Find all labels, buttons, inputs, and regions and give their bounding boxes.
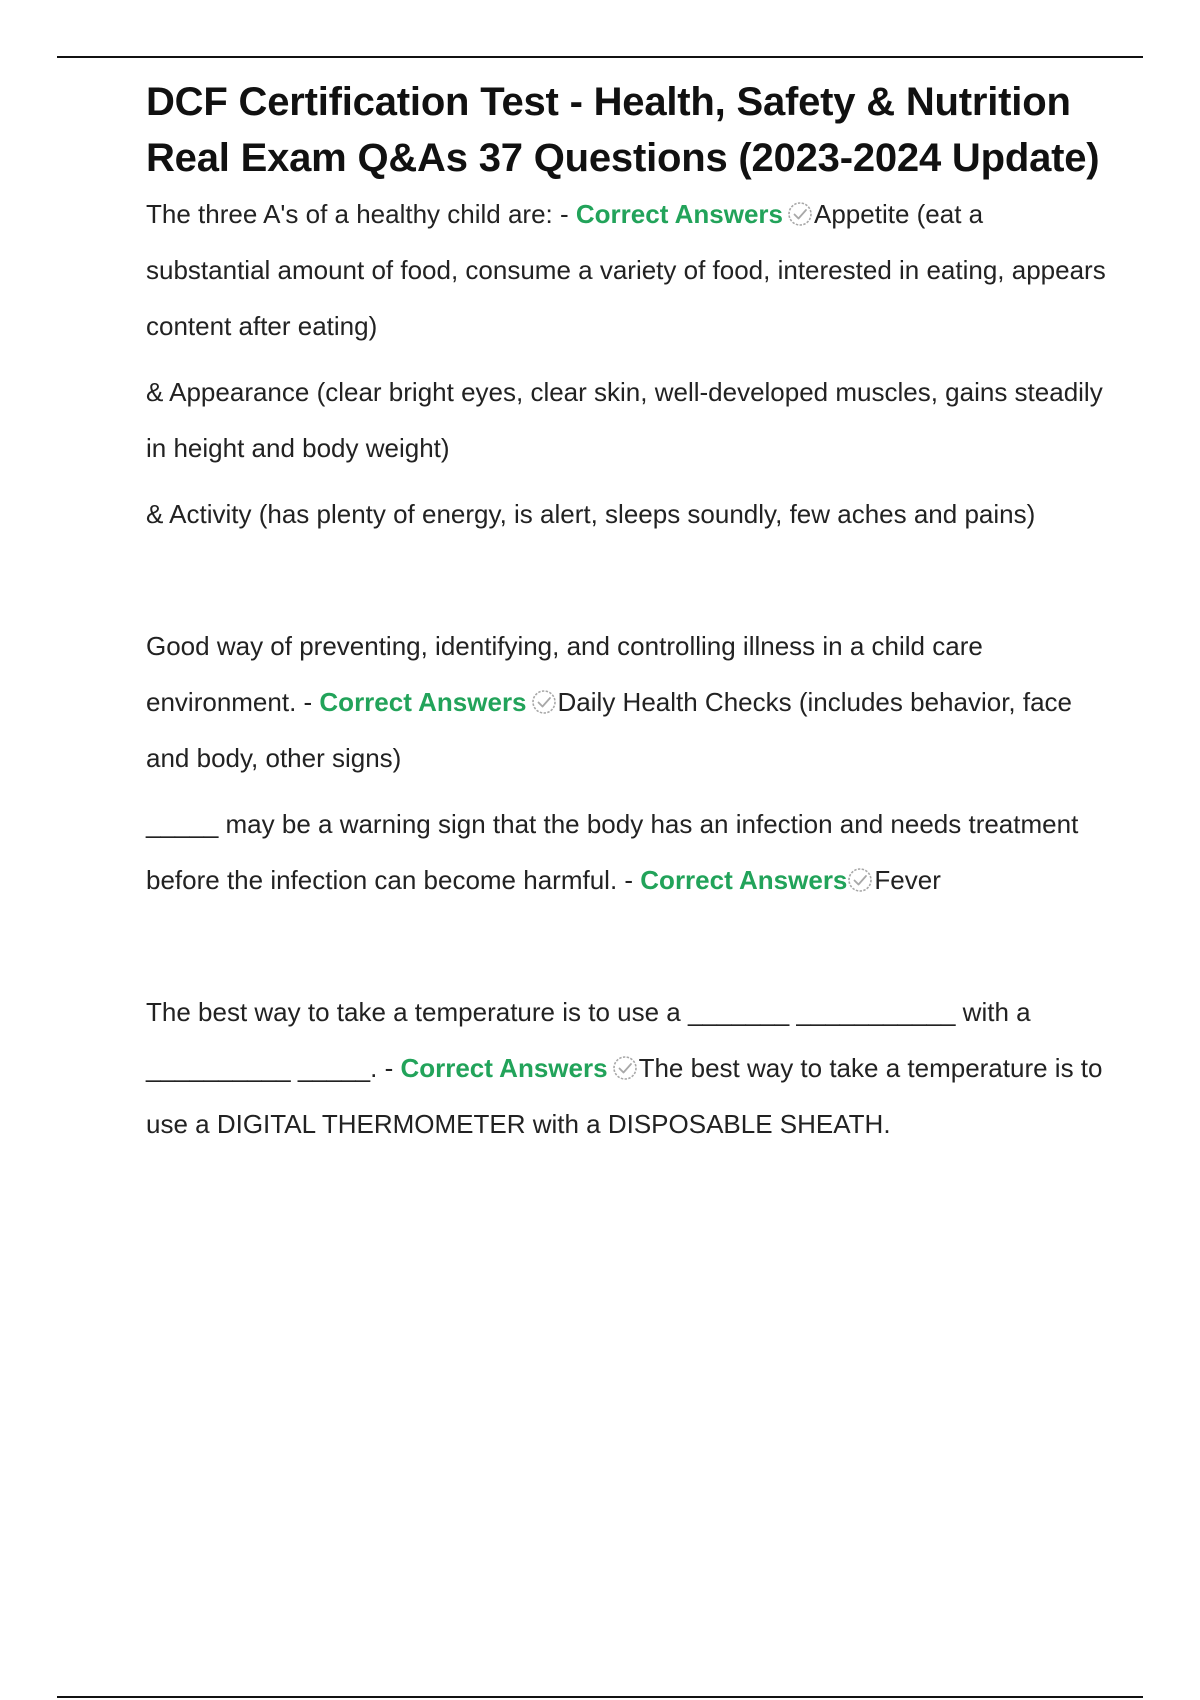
- question-4-answer: The best way to take a temperature is to use a DIGITAL THERMOMETER with a DISPOSABLE SHEATH.: [146, 1053, 1103, 1139]
- circle-check-icon: [847, 867, 873, 893]
- bottom-rule: [57, 1696, 1143, 1698]
- title-line-2: Real Exam Q&As 37 Questions (2023-2024 Update): [146, 136, 1100, 180]
- top-rule: [57, 56, 1143, 58]
- question-1-text: The three A's of a healthy child are: -: [146, 199, 576, 229]
- question-2-text: Good way of preventing, identifying, and controlling illness in a child care environment. -: [146, 631, 983, 717]
- question-2: [146, 618, 1106, 786]
- circle-check-icon: [787, 201, 813, 227]
- question-3: [146, 796, 1106, 908]
- question-3-answer: Fever: [874, 865, 941, 895]
- document-title: [146, 74, 1106, 186]
- question-1-answer-activity: & Activity (has plenty of energy, is alert, sleeps soundly, few aches and pains): [146, 499, 1036, 529]
- circle-check-icon: [531, 689, 557, 715]
- question-1-answer-appetite: Appetite (eat a substantial amount of food, consume a variety of food, interested in eating, appears content after eating): [146, 199, 1106, 341]
- title-line-1: DCF Certification Test - Health, Safety & Nutrition: [146, 80, 1071, 124]
- question-4: [146, 984, 1106, 1152]
- question-3-text: _____ may be a warning sign that the body has an infection and needs treatment before the infection can become harmful. -: [146, 809, 1079, 895]
- question-4-text: The best way to take a temperature is to use a _______ ___________ with a __________ _____. -: [146, 997, 1031, 1083]
- correct-answers-label: Correct Answers: [640, 865, 848, 895]
- question-1: [146, 186, 1106, 354]
- correct-answers-label: Correct Answers: [575, 199, 783, 229]
- question-1-answer-appearance: & Appearance (clear bright eyes, clear skin, well-developed muscles, gains steadily in height and body weight): [146, 377, 1103, 463]
- question-2-answer: Daily Health Checks (includes behavior, face and body, other signs): [146, 687, 1073, 773]
- document-body: [146, 74, 1106, 1152]
- circle-check-icon: [612, 1055, 638, 1081]
- correct-answers-label: Correct Answers: [400, 1053, 608, 1083]
- correct-answers-label: Correct Answers: [319, 687, 527, 717]
